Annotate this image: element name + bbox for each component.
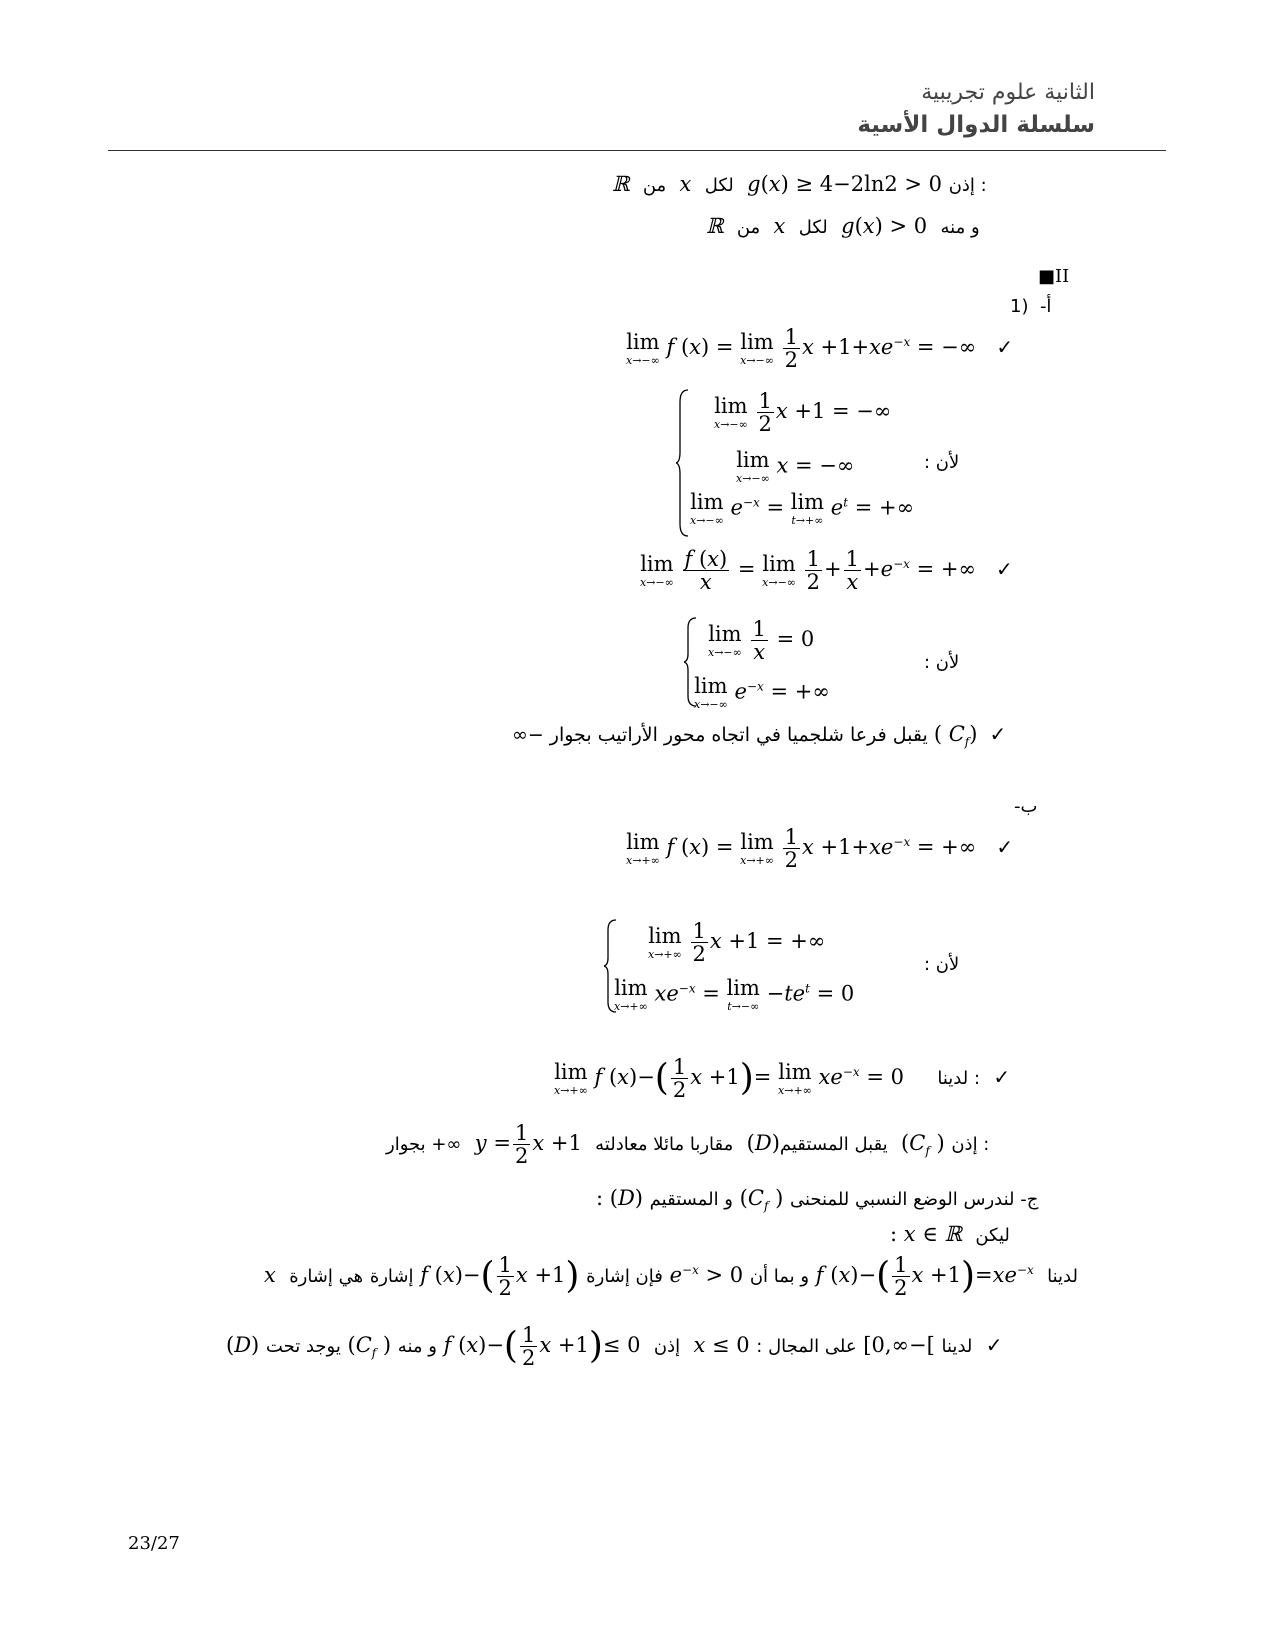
difference-limit: lim x→+∞ f (x)−( $\frac{1}{2}$ x +1)= lim x→+∞ $xe^{-x} = 0$ لدينا : ✓ [554, 1055, 1011, 1103]
because-label-3: لأن : [924, 954, 960, 975]
limit-f-minus-infinity: lim x→−∞ f (x) = lim x→−∞ $\frac{1}{2}$ $x +1+xe^{-x}$ = −∞ ✓ [626, 325, 1014, 373]
reason-1-row-1: lim x→−∞ $\frac{1}{2}$ x +1 = −∞ [714, 389, 892, 437]
parabolic-branch-conclusion: ✓ ($C_f$ ) يقبل فرعا شلجميا في اتجاه محور الأراتيب بجوار −∞ [512, 722, 1007, 750]
conclusion-line-2: ℝ من x لكل g(x) > 0 و منه [706, 214, 980, 238]
reason-1-row-2: lim x→−∞ x = −∞ [736, 448, 855, 485]
question-1a-label: أ- (1 [1010, 296, 1052, 317]
let-x-in-r: : x ∈ ℝ ليكن [890, 1222, 1010, 1246]
reason-3-row-2: lim x→+∞ $xe^{-x} = \lim$ t→−∞ $-te^t = 0$ [614, 976, 855, 1013]
reason-2-row-1: lim x→−∞ $\frac{1}{x}$ = 0 [708, 617, 815, 665]
header-series-title: سلسلة الدوال الأسية [857, 112, 1095, 138]
question-1b-label: ب- [1014, 796, 1038, 817]
sign-analysis-line: x إشارة هي إشارة f (x)−( $\frac{1}{2}$ x +1) فإن إشارة $e^{-x} > 0$ و بما أن f (x)−( $\frac{1}{2}$ $x +1)=xe^{-x}$ لدينا [264, 1253, 1078, 1301]
header-divider [108, 150, 1166, 151]
reason-3-row-1: lim x→+∞ $\frac{1}{2}$ x +1 = +∞ [648, 919, 826, 967]
header-level: الثانية علوم تجريبية [921, 80, 1095, 105]
interval-conclusion-line: (D) يوجد تحت ($C_f$ ) و منه f (x)−( $\frac{1}{2}$ x +1)≤ 0 إذن x ≤ 0 : لدينا ]−∞,0] على المجال ✓ [226, 1323, 1003, 1371]
reason-brace-1 [676, 388, 690, 542]
limit-f-plus-infinity: lim x→+∞ f (x) = lim x→+∞ $\frac{1}{2}$ $x +1+xe^{-x}$ = +∞ ✓ [626, 825, 1014, 873]
limit-f-over-x-minus-infinity: lim x→−∞ $\frac{f (x)}{x}$ = lim x→−∞ $\frac{1}{2}$ + $\frac{1}{x}$ $+e^{-x}$ = +∞ ✓ [640, 547, 1013, 595]
oblique-asymptote-conclusion: بجوار +∞ y = $\frac{1}{2}$ x +1 مقاربا مائلا معادلته (D)يقبل المستقيم ($C_f$ ) إذن : [386, 1121, 990, 1169]
conclusion-line-1: ℝ من x لكل g(x) ≥ 4−2ln2 > 0 إذن : [612, 172, 987, 196]
reason-2-row-2: lim x→−∞ $e^{-x}$ = +∞ [694, 674, 830, 711]
reason-1-row-3: lim x→−∞ $e^{-x} = \lim$ t→+∞ $e^t$ = +∞ [690, 490, 915, 527]
because-label-2: لأن : [924, 652, 960, 673]
page-number: 23/27 [128, 1533, 180, 1554]
section-ii-label: ■II [1038, 266, 1070, 287]
relative-position-heading: : (D) و المستقيم ($C_f$ ) ج- لندرس الوضع النسبي للمنحنى [596, 1186, 1039, 1214]
because-label-1: لأن : [924, 452, 960, 473]
